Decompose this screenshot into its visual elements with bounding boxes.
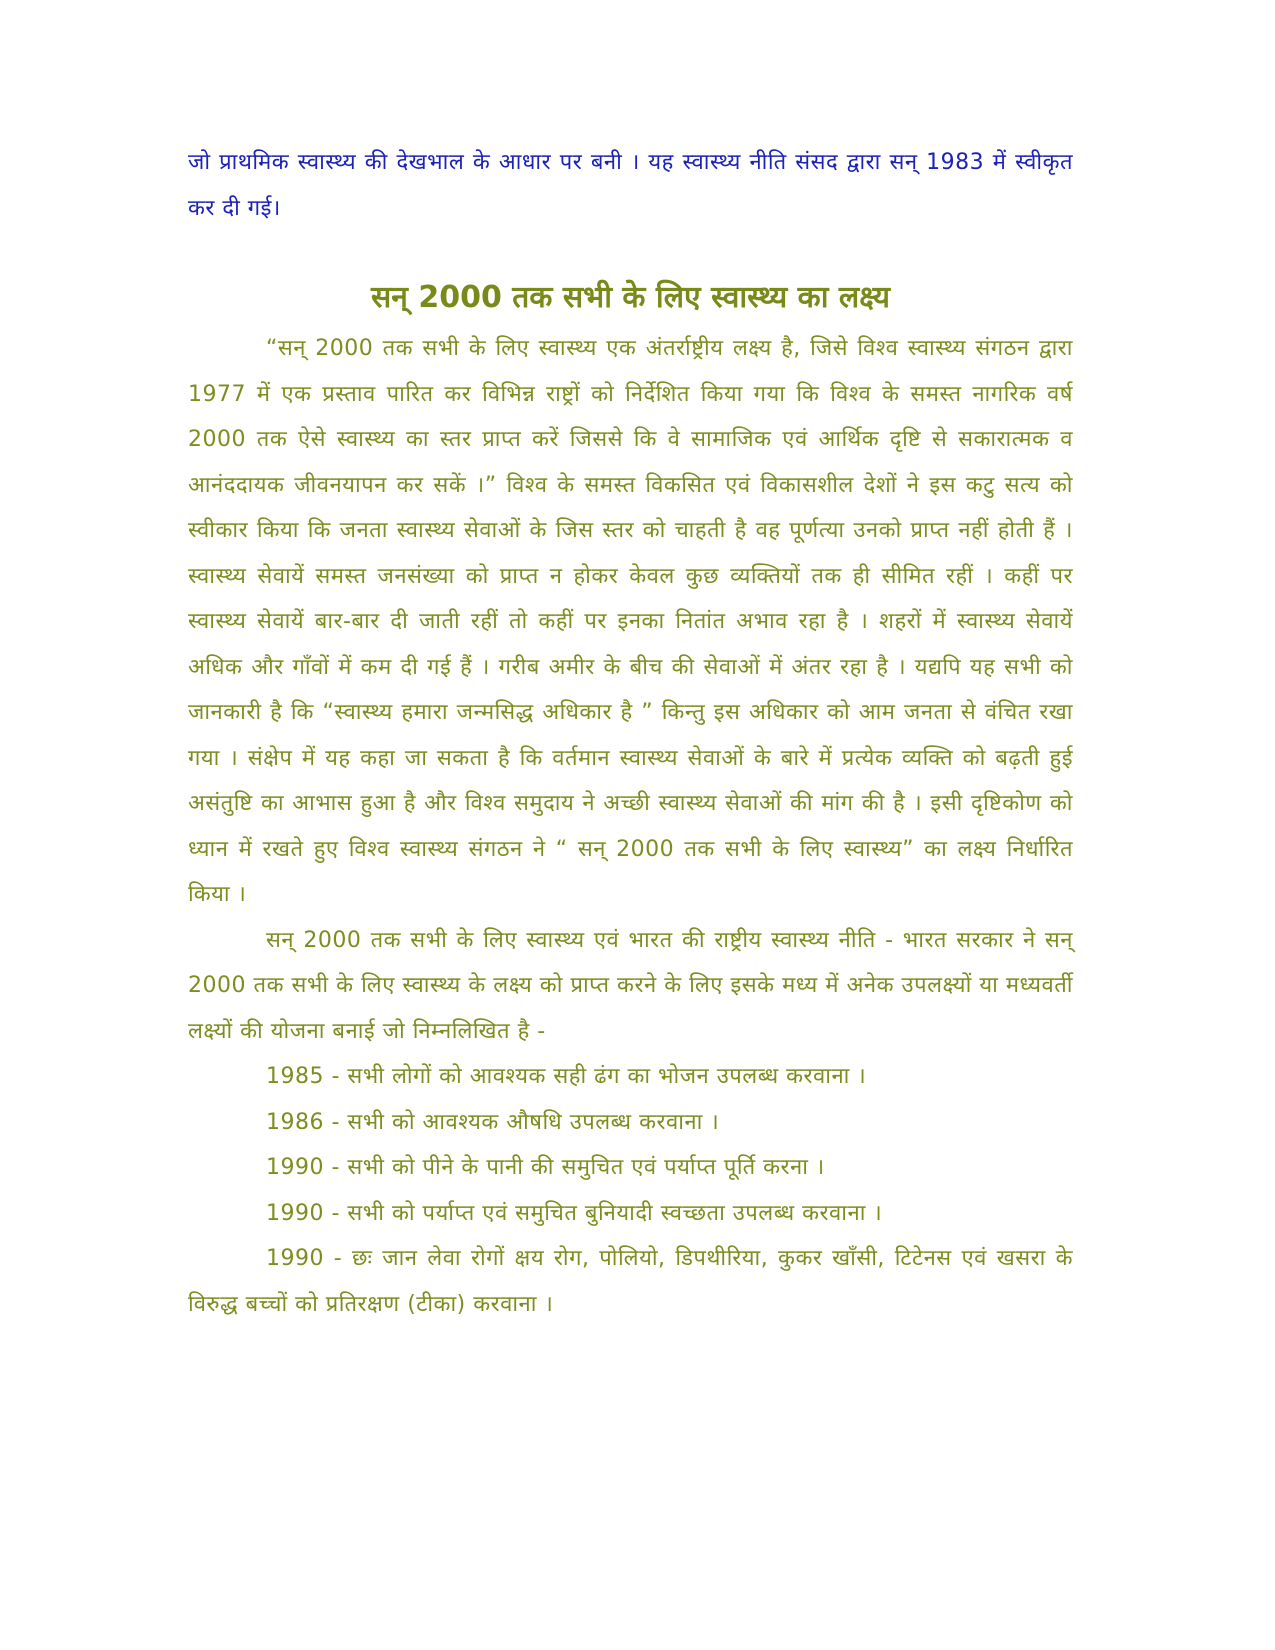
section-heading: सन् 2000 तक सभी के लिए स्वास्थ्य का लक्ष्य	[370, 280, 891, 315]
body-paragraph-1: “सन् 2000 तक सभी के लिए स्वास्थ्य एक अंतर्राष्ट्रीय लक्ष्य है, जिसे विश्व स्वास्थ्य संगठन द्वारा 1977 में एक प्रस्ताव पारित कर विभिन्न राष्ट्रों को निर्देशित किया गया कि विश्व के समस्त नागरिक वर्ष 2000 तक ऐसे स्वास्थ्य का स्तर प्राप्त करें जिससे कि वे सामाजिक एवं आर्थिक दृष्टि से सकारात्मक व आनंददायक जीवनयापन कर सकें ।” विश्व के समस्त विकसित एवं विकासशील देशों ने इस कटु सत्य को स्वीकार किया कि जनता स्वास्थ्य सेवाओं के जिस स्तर को चाहती है वह पूर्णत्या उनको प्राप्त नहीं होती हैं । स्वास्थ्य सेवायें समस्त जनसंख्या को प्राप्त न होकर केवल कुछ व्यक्तियों तक ही सीमित रहीं । कहीं पर स्वास्थ्य सेवायें बार-बार दी जाती रहीं तो कहीं पर इनका नितांत अभाव रहा है । शहरों में स्वास्थ्य सेवायें अधिक और गाँवों में कम दी गई हैं । गरीब अमीर के बीच की सेवाओं में अंतर रहा है । यद्यपि यह सभी को जानकारी है कि “स्वास्थ्य हमारा जन्मसिद्ध अधिकार है ” किन्तु इस अधिकार को आम जनता से वंचित रखा गया । संक्षेप में यह कहा जा सकता है कि वर्तमान स्वास्थ्य सेवाओं के बारे में प्रत्येक व्यक्ति को बढ़ती हुई असंतुष्टि का आभास हुआ है और विश्व समुदाय ने अच्छी स्वास्थ्य सेवाओं की मांग की है । इसी दृष्टिकोण को ध्यान में रखते हुए विश्व स्वास्थ्य संगठन ने “ सन् 2000 तक सभी के लिए स्वास्थ्य” का लक्ष्य निर्धारित किया ।	[188, 336, 1073, 907]
list-item: 1990 - छः जान लेवा रोगों क्षय रोग, पोलियो, डिपथीरिया, कुकर खाँसी, टिटेनस एवं खसरा के विरुद्ध बच्चों को प्रतिरक्षण (टीका) करवाना ।	[188, 1246, 1073, 1317]
list-item: 1986 - सभी को आवश्यक औषधि उपलब्ध करवाना ।	[266, 1109, 720, 1135]
list-item: 1990 - सभी को पर्याप्त एवं समुचित बुनियादी स्वच्छता उपलब्ध करवाना ।	[266, 1200, 883, 1226]
list-item: 1985 - सभी लोगों को आवश्यक सही ढंग का भोजन उपलब्ध करवाना ।	[266, 1064, 867, 1089]
intro-paragraph: जो प्राथमिक स्वास्थ्य की देखभाल के आधार पर बनी । यह स्वास्थ्य नीति संसद द्वारा सन् 1983 में स्वीकृत कर दी गई।	[188, 150, 1073, 221]
list-item: 1990 - सभी को पीने के पानी की समुचित एवं पर्याप्त पूर्ति करना ।	[266, 1155, 825, 1180]
body-paragraph-2: सन् 2000 तक सभी के लिए स्वास्थ्य एवं भारत की राष्ट्रीय स्वास्थ्य नीति - भारत सरकार ने सन् 2000 तक सभी के लिए स्वास्थ्य के लक्ष्य को प्राप्त करने के लिए इसके मध्य में अनेक उपलक्ष्यों या मध्यवर्ती लक्ष्यों की योजना बनाई जो निम्नलिखित है -	[188, 927, 1073, 1044]
goals-list	[188, 1054, 1073, 1327]
